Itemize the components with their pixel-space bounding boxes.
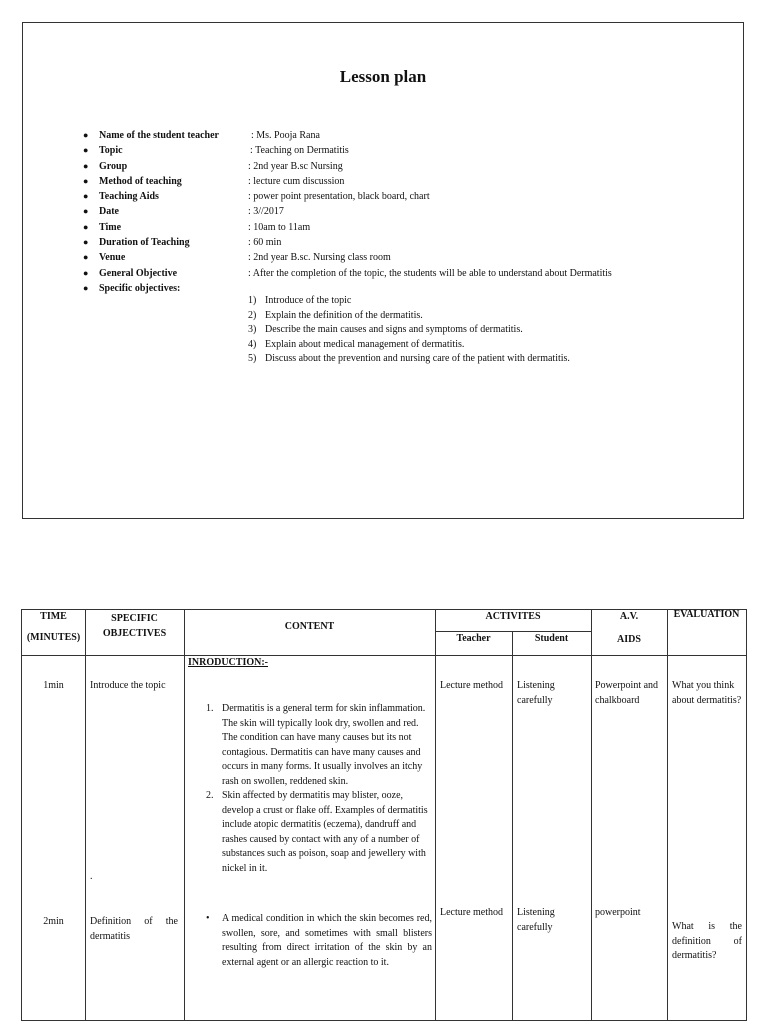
content-number: 1. <box>206 703 214 714</box>
info-row-student-teacher <box>83 128 743 143</box>
info-row-topic <box>83 143 743 158</box>
info-label: Specific objectives: <box>99 282 181 294</box>
content-number: 2. <box>206 790 214 801</box>
row2-student-activity: Listening carefully <box>517 907 555 933</box>
content-item <box>200 912 432 970</box>
info-row-time <box>83 220 743 235</box>
info-label: Group <box>99 160 128 172</box>
info-label: Venue <box>99 252 126 264</box>
info-row-general-objective <box>83 266 743 281</box>
header-aids-label: AIDS <box>617 633 641 645</box>
row2-av-aids: powerpoint <box>595 907 641 918</box>
content-text: Dermatitis is a general term for skin inflammation. The skin will typically look dry, swollen and red. The condition can have many causes but its not contagious. Dermatitis can have many causes and occurs in many forms. It usually involves an itchy rash on swollen, reddened skin. <box>222 703 426 787</box>
header-specific-label: SPECIFIC <box>111 613 158 624</box>
bullet-icon: • <box>206 913 210 924</box>
bullet-icon: ● <box>83 191 89 202</box>
info-value: : After the completion of the topic, the students will be able to understand about Dermatitis <box>248 267 612 279</box>
info-label: Date <box>99 206 119 218</box>
header-av-label: A.V. <box>619 611 639 622</box>
objective-number: 1) <box>248 295 257 306</box>
info-row-group <box>83 159 743 174</box>
objective-number: 5) <box>248 353 257 365</box>
objective-text: Explain the definition of the dermatitis. <box>265 309 423 321</box>
header-specific-objectives <box>85 612 184 641</box>
row2-time: 2min <box>43 916 64 927</box>
bullet-icon: ● <box>83 175 89 186</box>
row2-teacher-activity: Lecture method <box>440 907 504 918</box>
row2-evaluation: What is the definition of dermatitis? <box>672 921 742 961</box>
header-time <box>22 610 85 645</box>
header-evaluation: EVALUATION <box>673 609 740 620</box>
row2-content <box>200 912 432 970</box>
objective-number: 4) <box>248 338 257 350</box>
objective-item <box>248 323 570 338</box>
introduction-heading: INRODUCTION:- <box>188 657 268 668</box>
objective-item <box>248 338 570 353</box>
header-teacher: Teacher <box>456 633 491 644</box>
bullet-icon: ● <box>83 160 89 171</box>
info-row-date <box>83 204 743 219</box>
info-value: : Ms. Pooja Rana <box>251 130 320 141</box>
bullet-icon: ● <box>83 252 89 263</box>
stray-mark: . <box>90 871 93 882</box>
header-time-label: TIME <box>40 611 67 622</box>
objective-item <box>248 294 570 309</box>
content-item <box>200 702 432 789</box>
content-item <box>200 789 432 876</box>
page-title: Lesson plan <box>339 67 427 86</box>
content-text: Skin affected by dermatitis may blister, ooze, develop a crust or flake off. Examples of dermatitis include atopic dermatitis (eczema), dandruff and rashes caused by contact with any of a number of substances such as poison, soap and jewellery with nickel in it. <box>222 790 428 874</box>
info-value: : 2nd year B.sc. Nursing class room <box>248 252 391 264</box>
column-divider <box>435 610 436 1020</box>
info-row-duration <box>83 235 743 250</box>
info-row-teaching-aids <box>83 189 743 204</box>
info-label: Duration of Teaching <box>99 237 190 249</box>
bullet-icon: ● <box>83 282 89 293</box>
bullet-icon: ● <box>83 206 89 217</box>
info-value: : 10am to 11am <box>248 221 311 233</box>
row1-av-aids: Powerpoint and chalkboard <box>595 680 659 706</box>
info-value: : 2nd year B.sc Nursing <box>248 160 343 172</box>
bullet-icon: ● <box>83 130 89 140</box>
bullet-icon: ● <box>83 221 89 232</box>
info-label: Time <box>99 221 122 233</box>
lesson-info-list <box>83 128 743 296</box>
row1-evaluation: What you think about dermatitis? <box>672 680 742 706</box>
row1-student-activity: Listening carefully <box>517 680 555 706</box>
column-divider <box>512 631 513 1020</box>
header-objectives-label: OBJECTIVES <box>102 627 167 639</box>
column-divider <box>184 610 185 1020</box>
header-minutes-label: (MINUTES) <box>26 631 81 643</box>
lesson-plan-page <box>22 22 744 519</box>
header-divider <box>22 655 746 656</box>
bullet-icon: ● <box>83 145 89 156</box>
header-activities: ACTIVITES <box>485 611 541 622</box>
header-student: Student <box>534 633 569 644</box>
column-divider <box>667 610 668 1020</box>
row1-content <box>200 702 432 876</box>
info-row-venue <box>83 250 743 265</box>
info-label: Topic <box>99 145 123 157</box>
objective-text: Introduce of the topic <box>265 295 352 306</box>
bullet-icon: ● <box>83 237 89 248</box>
bullet-icon: ● <box>83 267 89 278</box>
header-av-aids <box>591 610 667 647</box>
info-value: : 3//2017 <box>248 206 284 218</box>
objective-text: Discuss about the prevention and nursing care of the patient with dermatitis. <box>265 353 570 365</box>
row2-objective: Definition of the dermatitis <box>90 916 178 942</box>
info-value: : 60 min <box>248 237 282 249</box>
content-text: A medical condition in which the skin becomes red, swollen, sore, and sometimes with small blisters resulting from direct irritation of the skin by an external agent or an allergic reaction to it. <box>222 913 432 968</box>
objective-text: Describe the main causes and signs and symptoms of dermatitis. <box>265 324 523 336</box>
objective-number: 3) <box>248 324 257 336</box>
row1-teacher-activity: Lecture method <box>440 680 504 691</box>
objective-item <box>248 309 570 324</box>
specific-objectives-list <box>248 294 570 367</box>
header-content: CONTENT <box>284 621 335 632</box>
info-label: Name of the student teacher <box>99 130 219 141</box>
info-label: Teaching Aids <box>99 191 159 203</box>
info-value: : power point presentation, black board, chart <box>248 191 430 203</box>
info-row-method <box>83 174 743 189</box>
info-label: Method of teaching <box>99 175 182 187</box>
row1-time: 1min <box>43 680 64 691</box>
info-value: : Teaching on Dermatitis <box>250 145 349 157</box>
row1-objective: Introduce the topic <box>90 680 166 691</box>
info-value: : lecture cum discussion <box>248 175 345 187</box>
objective-item <box>248 352 570 367</box>
objective-text: Explain about medical management of dermatitis. <box>265 338 465 350</box>
lesson-table <box>21 609 747 1021</box>
column-divider <box>85 610 86 1020</box>
info-label: General Objective <box>99 267 178 279</box>
objective-number: 2) <box>248 309 257 321</box>
column-divider <box>591 610 592 1020</box>
